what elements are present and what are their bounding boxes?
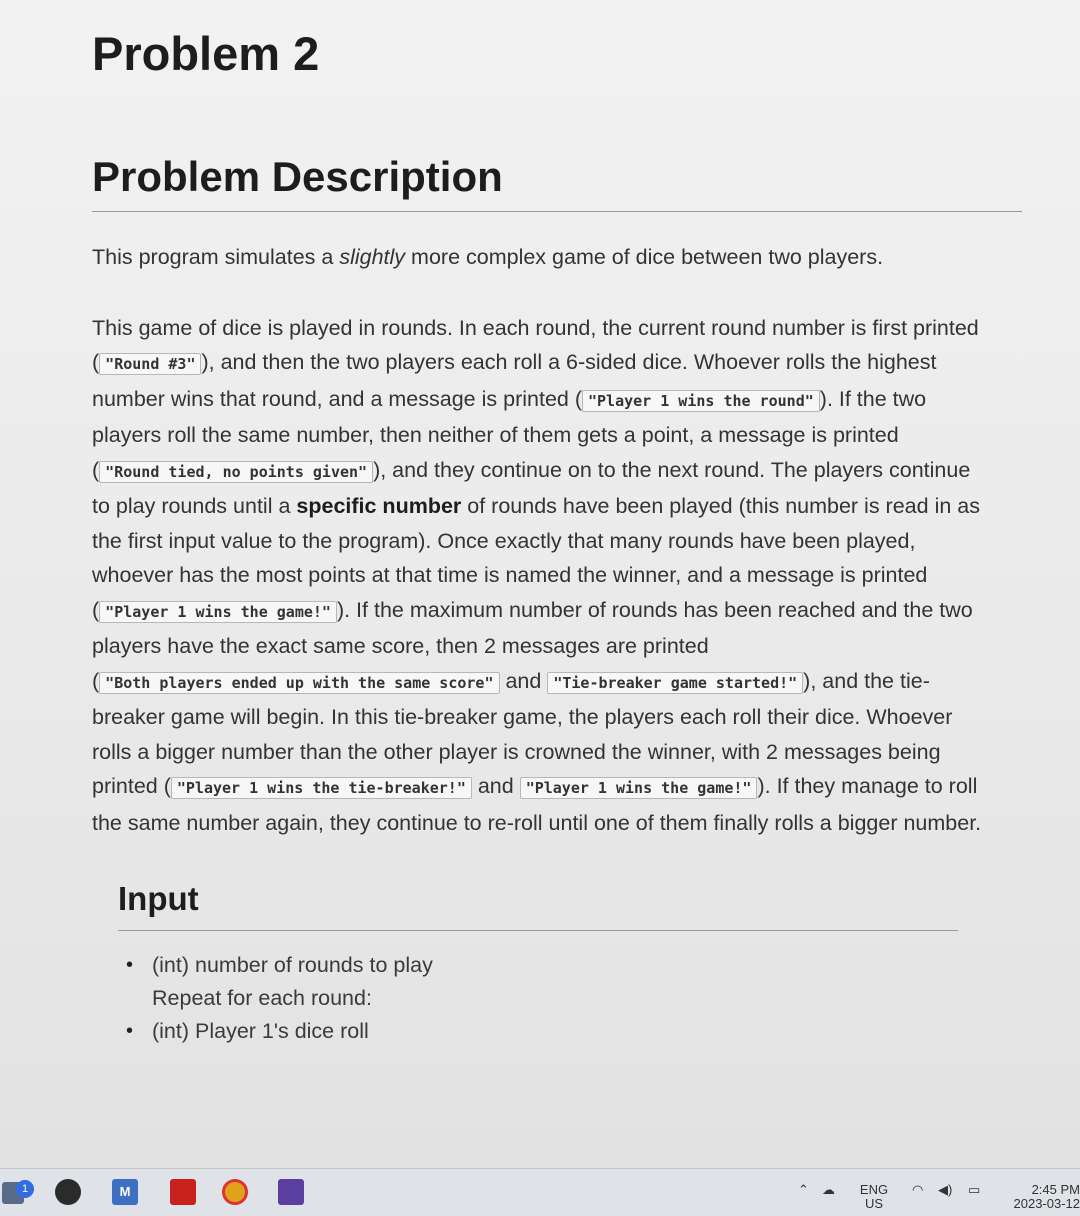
volume-icon[interactable]: ◀) — [938, 1182, 953, 1197]
list-item — [126, 1015, 992, 1048]
list-item-subtext: Repeat for each round: — [152, 986, 372, 1010]
body-text: ). If they manage to roll the same number again, they continue to re-roll until one of them finally rolls a bigger number. — [92, 774, 982, 835]
language-indicator[interactable] — [856, 1183, 892, 1211]
app-purple-icon[interactable] — [278, 1179, 304, 1205]
code-snippet: "Round tied, no points given" — [99, 461, 373, 483]
language-code: ENG — [859, 1182, 889, 1197]
battery-icon[interactable]: ▭ — [968, 1182, 981, 1197]
list-item-text: (int) number of rounds to play — [152, 953, 433, 977]
list-item-text: (int) Player 1's dice roll — [152, 1019, 369, 1043]
list-item — [126, 949, 992, 1015]
input-list — [126, 949, 992, 1048]
windows-start-icon[interactable] — [2, 1182, 29, 1204]
region-code: US — [864, 1196, 884, 1211]
wifi-icon[interactable]: ◠ — [912, 1182, 924, 1197]
intro-text-end: more complex game of dice between two players. — [405, 245, 884, 269]
code-snippet: "Player 1 wins the game!" — [520, 777, 758, 799]
maple-ta-icon[interactable]: M — [112, 1179, 138, 1205]
intro-paragraph — [92, 240, 992, 275]
onedrive-icon[interactable]: ☁ — [822, 1182, 835, 1197]
body-text: This game of dice is played in rounds. In each round, the current round number is first printed ( — [92, 315, 979, 374]
code-snippet: "Tie-breaker game started!" — [547, 672, 803, 694]
date-text: 2023-03-12 — [1013, 1196, 1080, 1211]
body-text: ), and the tie-breaker game will begin. In this tie-breaker game, the players each roll their dice. Whoever rolls a bigger number than the other player is crowned the winner, with 2 messages being printed ( — [92, 668, 953, 798]
bold-text: specific number — [296, 494, 462, 518]
section-heading: Problem Description — [92, 153, 1022, 212]
description-paragraph — [92, 311, 992, 841]
body-text: and — [471, 774, 520, 798]
body-text: ), and they continue on to the next round. The players continue to play rounds until a — [92, 457, 971, 518]
time-text: 2:45 PM — [1031, 1182, 1080, 1197]
app-red-icon[interactable] — [170, 1179, 196, 1205]
body-text: ). If the maximum number of rounds has been reached and the two players have the exact same score, then 2 messages are printed ( — [92, 597, 973, 693]
page-title: Problem 2 — [92, 27, 320, 80]
code-snippet: "Round #3" — [99, 353, 201, 375]
code-snippet: "Player 1 wins the tie-breaker!" — [171, 777, 472, 799]
bullet-icon: • — [126, 954, 134, 976]
bullet-icon: • — [126, 1020, 134, 1042]
clock[interactable] — [1000, 1183, 1080, 1211]
body-text: of rounds have been played (this number is read in as the first input value to the program). Once exactly that many rounds have been played, whoever has the most points at that time is named the winner, and a message is printed ( — [92, 494, 980, 622]
input-heading: Input — [118, 880, 958, 931]
content — [92, 22, 992, 1048]
notification-badge: 1 — [16, 1180, 34, 1198]
chrome-icon[interactable] — [222, 1179, 248, 1205]
body-text: and — [499, 668, 548, 693]
chevron-up-icon[interactable]: ⌃ — [798, 1182, 809, 1197]
app-icon[interactable] — [55, 1179, 81, 1205]
code-snippet: "Player 1 wins the round" — [582, 390, 820, 412]
taskbar — [0, 1168, 1080, 1216]
body-text: ), and then the two players each roll a 6-sided dice. Whoever rolls the highest number wins that round, and a message is printed ( — [92, 350, 937, 411]
code-snippet: "Player 1 wins the game!" — [99, 601, 337, 623]
intro-emphasis: slightly — [339, 245, 406, 269]
code-snippet: "Both players ended up with the same score" — [99, 672, 499, 694]
body-text: ). If the two players roll the same number, then neither of them gets a point, a message is printed ( — [92, 386, 927, 482]
intro-text: This program simulates a — [92, 245, 340, 269]
